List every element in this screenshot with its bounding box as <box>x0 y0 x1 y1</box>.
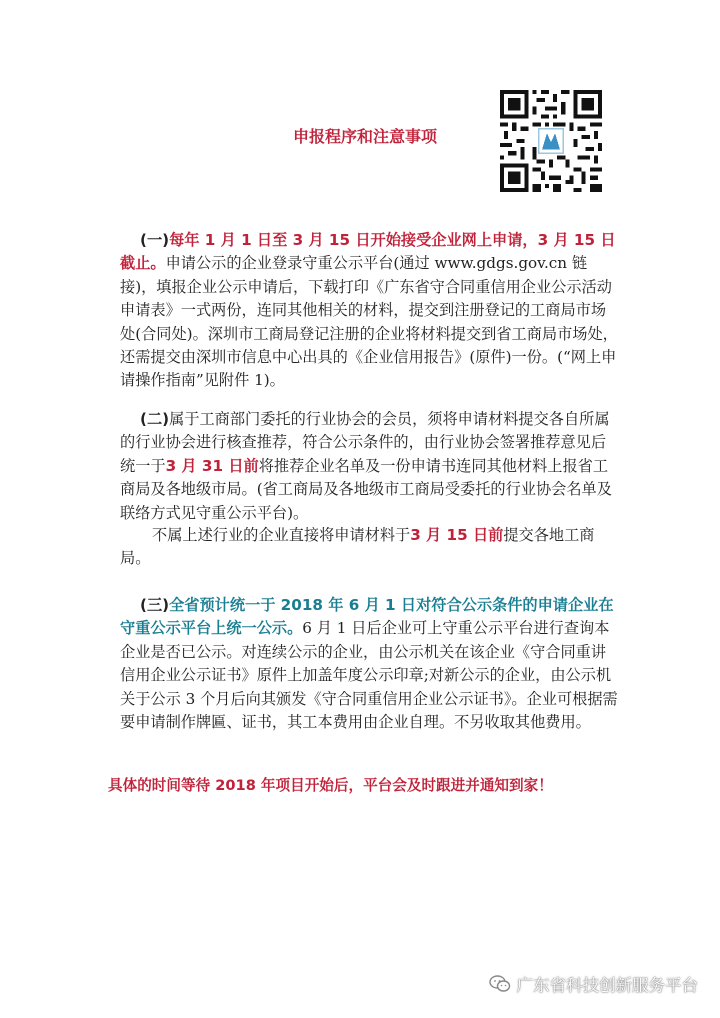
section-2-deadline: 3 月 31 日前 <box>165 456 259 475</box>
page-title: 申报程序和注意事项 <box>292 127 437 146</box>
section-2-paragraph <box>120 408 620 525</box>
section-3-label: (三) <box>140 596 170 614</box>
wechat-icon <box>489 975 511 993</box>
section-1-label: (一) <box>140 231 170 249</box>
section-3-paragraph <box>120 594 620 734</box>
section-2-note-b: 提交各地工商局。 <box>120 526 595 568</box>
section-2-body-b: 将推荐企业名单及一份申请书连同其他材料上报省工商局及各地级市局。(省工商局及各地级市工商局受委托的行业协会名单及联络方式见守重公示平台)。 <box>120 456 612 522</box>
section-1-highlight: 每年 1 月 1 日至 3 月 15 日开始接受企业网上申请，3 月 15 日截止。 <box>120 231 616 273</box>
qr-code-icon <box>500 90 602 192</box>
section-3-highlight: 全省预计统一于 2018 年 6 月 1 日对符合公示条件的申请企业在守重公示平台上统一公示。 <box>120 596 614 638</box>
section-3-body: 6 月 1 日后企业可上守重公示平台进行查询本企业是否已公示。对连续公示的企业，由公示机关在该企业《守合同重讲信用企业公示证书》原件上加盖年度公示印章;对新公示的企业，由公示机关于公示 3 个月后向其颁发《守合同重信用企业公示证书》。企业可根据需要申请制作牌匾、证书，其工本费用由企业自理。不另收取其他费用。 <box>120 619 618 732</box>
section-2-body-a: 属于工商部门委托的行业协会的会员，须将申请材料提交各自所属的行业协会进行核查推荐，符合公示条件的，由行业协会签署推荐意见后统一于 <box>120 410 610 475</box>
watermark-text: 广东省科技创新服务平台 <box>516 976 698 995</box>
section-2-note-deadline: 3 月 15 日前 <box>410 526 504 544</box>
section-2-note-a: 不属上述行业的企业直接将申请材料于 <box>152 526 411 544</box>
section-2-note <box>120 524 620 571</box>
closing-note: 具体的时间等待 2018 年项目开始后，平台会及时跟进并通知到家！ <box>108 777 553 794</box>
watermark <box>489 972 699 996</box>
section-1-paragraph <box>120 229 620 393</box>
section-2-label: (二) <box>140 410 170 428</box>
section-1-body: 申请公示的企业登录守重公示平台(通过 www.gdgs.gov.cn 链接)，填报企业公示申请后，下载打印《广东省守合同重信用企业公示活动申请表》一式两份，连同其他相关的材料，提交到注册登记的工商局市场处(合同处)。深圳市工商局登记注册的企业将材料提交到省工商局市场处，还需提交由深圳市信息中心出具的《企业信用报告》(原件)一份。(“网上申请操作指南”见附件 1)。 <box>120 254 618 390</box>
